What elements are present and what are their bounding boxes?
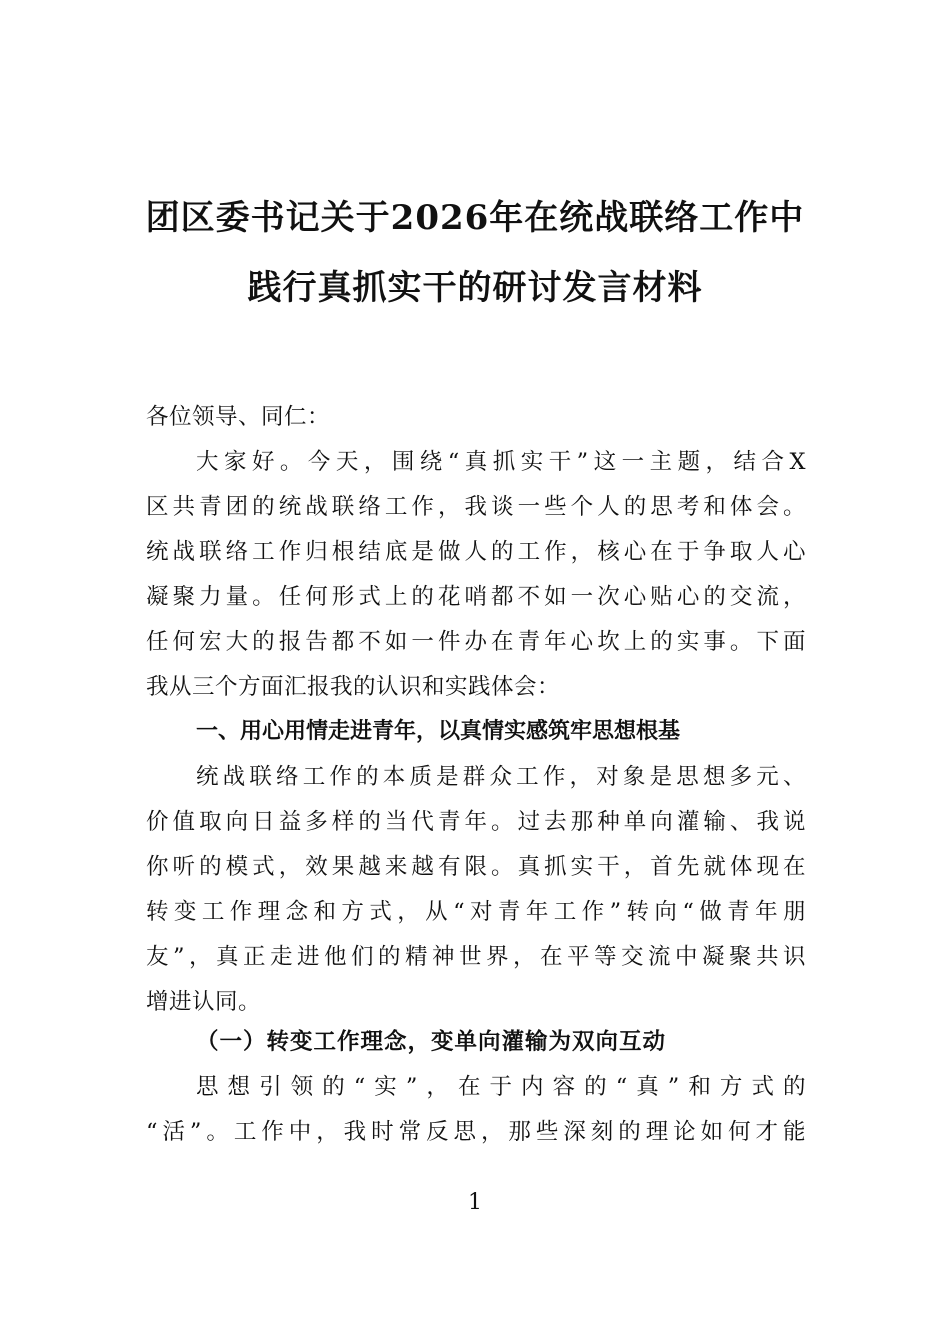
paragraph-line: 我从三个方面汇报我的认识和实践体会： bbox=[146, 674, 561, 700]
paragraph-line: 任何宏大的报告都不如一件办在青年心坎上的实事。下面 bbox=[146, 629, 806, 655]
paragraph-line: 价值取向日益多样的当代青年。过去那种单向灌输、我说 bbox=[146, 809, 806, 835]
paragraph-line: 统战联络工作的本质是群众工作，对象是思想多元、 bbox=[196, 764, 806, 790]
paragraph-line: 转变工作理念和方式，从“对青年工作”转向“做青年朋 bbox=[146, 899, 806, 925]
document-title-line-1: 团区委书记关于2026年在统战联络工作中 bbox=[145, 198, 805, 238]
paragraph-line: 友”，真正走进他们的精神世界，在平等交流中凝聚共识 bbox=[146, 944, 806, 970]
paragraph-line: 大家好。今天，围绕“真抓实干”这一主题，结合X bbox=[196, 449, 806, 475]
section-heading: 一、用心用情走进青年，以真情实感筑牢思想根基 bbox=[196, 719, 681, 744]
page-number: 1 bbox=[468, 1190, 482, 1215]
paragraph-line: 思想引领的“实”，在于内容的“真”和方式的 bbox=[196, 1074, 806, 1100]
paragraph-line: “活”。工作中，我时常反思，那些深刻的理论如何才能 bbox=[146, 1119, 806, 1145]
paragraph-line: 你听的模式，效果越来越有限。真抓实干，首先就体现在 bbox=[146, 854, 806, 880]
paragraph-line: 增进认同。 bbox=[146, 989, 262, 1015]
paragraph-line: 统战联络工作归根结底是做人的工作，核心在于争取人心 bbox=[146, 539, 806, 565]
salutation: 各位领导、同仁： bbox=[146, 404, 331, 430]
document-title-line-2: 践行真抓实干的研讨发言材料 bbox=[247, 268, 703, 308]
subsection-heading: （一）转变工作理念，变单向灌输为双向互动 bbox=[196, 1029, 667, 1055]
paragraph-line: 凝聚力量。任何形式上的花哨都不如一次心贴心的交流， bbox=[146, 584, 806, 610]
paragraph-line: 区共青团的统战联络工作，我谈一些个人的思考和体会。 bbox=[146, 494, 806, 520]
